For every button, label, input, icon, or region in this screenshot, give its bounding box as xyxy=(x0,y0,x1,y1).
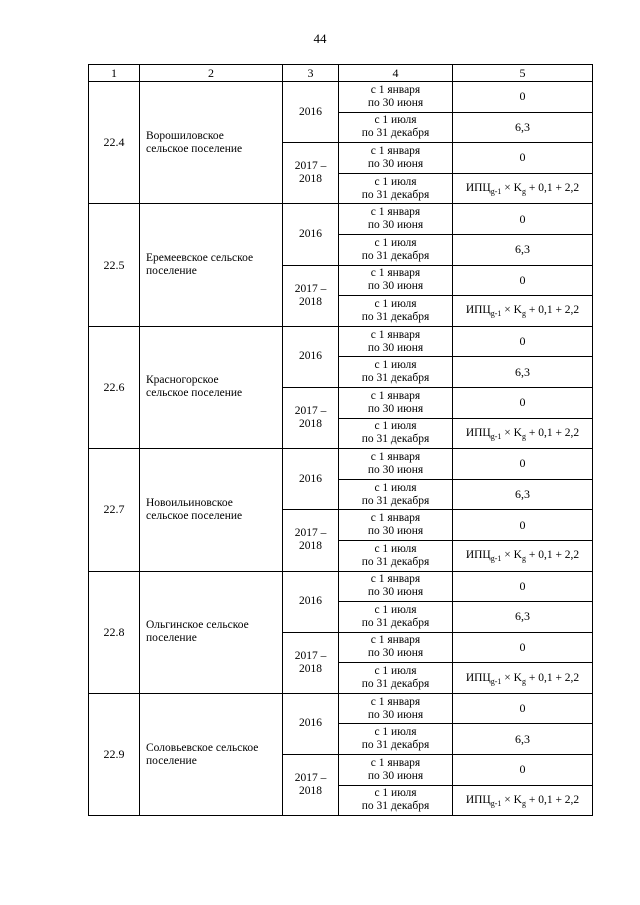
value-cell: 0 xyxy=(453,387,593,418)
period-cell xyxy=(339,540,453,571)
value-cell: 6,3 xyxy=(453,234,593,265)
formula-mid: × K xyxy=(501,671,522,684)
settlement-name-line: поселение xyxy=(146,754,197,767)
period-line: с 1 июля xyxy=(374,542,417,555)
formula-subscript: g xyxy=(521,554,526,564)
period-cell xyxy=(339,602,453,633)
formula-subscript: g xyxy=(521,309,526,319)
settlement-name-line: Красногорское xyxy=(146,374,219,387)
settlement-name xyxy=(140,693,283,815)
table-body xyxy=(89,82,593,816)
formula-subscript: g xyxy=(521,676,526,686)
period-line: по 30 июня xyxy=(367,708,424,721)
year-cell xyxy=(283,387,339,448)
column-header: 5 xyxy=(453,65,593,82)
settlement-name-line: сельское поселение xyxy=(146,509,243,522)
period-cell xyxy=(339,204,453,235)
period-line: с 1 января xyxy=(370,756,421,769)
period-cell xyxy=(339,418,453,449)
period-line: по 31 декабря xyxy=(361,494,430,507)
period-cell xyxy=(339,571,453,602)
settlement-name-line: Новоильиновское xyxy=(146,496,233,509)
table-row xyxy=(89,571,593,602)
year-cell: 2016 xyxy=(283,326,339,387)
year-cell xyxy=(283,265,339,326)
year-line: 2017 – xyxy=(294,160,327,173)
settlement-name-line: поселение xyxy=(146,265,197,278)
value-cell: 6,3 xyxy=(453,112,593,143)
settlement-name xyxy=(140,449,283,571)
formula-mid: × K xyxy=(501,304,522,317)
table-row xyxy=(89,449,593,480)
period-cell xyxy=(339,296,453,327)
year-cell: 2016 xyxy=(283,204,339,265)
period-line: по 31 декабря xyxy=(361,616,430,629)
value-cell: 0 xyxy=(453,571,593,602)
period-cell xyxy=(339,785,453,816)
value-cell: 0 xyxy=(453,693,593,724)
formula-mid: × K xyxy=(501,549,522,562)
settlement-name xyxy=(140,204,283,326)
settlement-name-line: Ольгинское сельское xyxy=(146,619,249,632)
formula-prefix: ИПЦ xyxy=(465,793,491,806)
period-line: с 1 января xyxy=(370,267,421,280)
period-line: по 30 июня xyxy=(367,463,424,476)
period-line: с 1 июля xyxy=(374,359,417,372)
period-line: по 31 декабря xyxy=(361,433,430,446)
settlement-name xyxy=(140,571,283,693)
year-line: 2018 xyxy=(299,662,322,675)
column-header: 4 xyxy=(339,65,453,82)
year-cell xyxy=(283,755,339,816)
period-cell xyxy=(339,449,453,480)
period-line: с 1 января xyxy=(370,144,421,157)
period-line: с 1 июля xyxy=(374,297,417,310)
period-cell xyxy=(339,112,453,143)
formula-suffix: + 0,1 + 2,2 xyxy=(525,426,580,439)
period-line: с 1 июля xyxy=(374,665,417,678)
period-cell xyxy=(339,755,453,786)
period-line: по 31 декабря xyxy=(361,310,430,323)
period-line: с 1 января xyxy=(370,634,421,647)
year-line: 2017 – xyxy=(294,772,327,785)
formula-subscript: g-1 xyxy=(490,676,502,686)
formula-subscript: g-1 xyxy=(490,187,502,197)
formula-suffix: + 0,1 + 2,2 xyxy=(525,549,580,562)
value-cell: 0 xyxy=(453,510,593,541)
value-cell: 0 xyxy=(453,82,593,113)
period-cell xyxy=(339,479,453,510)
formula-cell xyxy=(453,540,593,571)
period-line: с 1 января xyxy=(370,206,421,219)
value-cell: 0 xyxy=(453,143,593,174)
period-line: по 30 июня xyxy=(367,341,424,354)
column-header: 2 xyxy=(140,65,283,82)
settlement-code: 22.6 xyxy=(89,326,140,448)
settlement-name-line: сельское поселение xyxy=(146,387,243,400)
value-cell: 6,3 xyxy=(453,357,593,388)
settlement-name-line: Соловьевское сельское xyxy=(146,741,259,754)
year-line: 2018 xyxy=(299,173,322,186)
table-header-row xyxy=(89,65,593,82)
period-line: с 1 января xyxy=(370,450,421,463)
period-line: с 1 января xyxy=(370,328,421,341)
period-line: с 1 июля xyxy=(374,420,417,433)
period-line: с 1 июля xyxy=(374,603,417,616)
period-cell xyxy=(339,693,453,724)
year-cell: 2016 xyxy=(283,82,339,143)
period-cell xyxy=(339,265,453,296)
period-line: с 1 июля xyxy=(374,175,417,188)
formula-cell xyxy=(453,663,593,694)
table-row xyxy=(89,204,593,235)
period-cell xyxy=(339,724,453,755)
period-line: по 31 декабря xyxy=(361,739,430,752)
period-cell xyxy=(339,632,453,663)
formula-prefix: ИПЦ xyxy=(465,304,491,317)
year-line: 2017 – xyxy=(294,649,327,662)
period-line: по 31 декабря xyxy=(361,678,430,691)
formula-prefix: ИПЦ xyxy=(465,182,491,195)
settlement-name-line: сельское поселение xyxy=(146,142,243,155)
formula-cell xyxy=(453,296,593,327)
year-cell: 2016 xyxy=(283,449,339,510)
year-cell xyxy=(283,143,339,204)
settlement-code: 22.7 xyxy=(89,449,140,571)
value-cell: 0 xyxy=(453,632,593,663)
period-line: по 30 июня xyxy=(367,402,424,415)
year-cell xyxy=(283,632,339,693)
formula-cell xyxy=(453,418,593,449)
period-line: по 31 декабря xyxy=(361,800,430,813)
value-cell: 6,3 xyxy=(453,479,593,510)
settlement-code: 22.5 xyxy=(89,204,140,326)
period-line: с 1 июля xyxy=(374,114,417,127)
period-line: с 1 июля xyxy=(374,481,417,494)
year-line: 2018 xyxy=(299,785,322,798)
formula-subscript: g xyxy=(521,798,526,808)
value-cell: 0 xyxy=(453,204,593,235)
period-line: по 31 декабря xyxy=(361,555,430,568)
formula-suffix: + 0,1 + 2,2 xyxy=(525,304,580,317)
value-cell: 0 xyxy=(453,449,593,480)
period-line: по 30 июня xyxy=(367,280,424,293)
period-cell xyxy=(339,326,453,357)
year-cell xyxy=(283,510,339,571)
formula-mid: × K xyxy=(501,793,522,806)
formula-cell xyxy=(453,173,593,204)
period-line: по 30 июня xyxy=(367,219,424,232)
formula-mid: × K xyxy=(501,182,522,195)
period-line: по 30 июня xyxy=(367,769,424,782)
period-line: с 1 июля xyxy=(374,787,417,800)
period-cell xyxy=(339,143,453,174)
page-number: 44 xyxy=(313,31,327,46)
value-cell: 0 xyxy=(453,755,593,786)
value-cell: 6,3 xyxy=(453,602,593,633)
formula-mid: × K xyxy=(501,426,522,439)
tariff-table xyxy=(88,64,593,816)
period-line: по 31 декабря xyxy=(361,127,430,140)
formula-cell xyxy=(453,785,593,816)
year-line: 2017 – xyxy=(294,282,327,295)
period-line: по 30 июня xyxy=(367,157,424,170)
formula-subscript: g xyxy=(521,431,526,441)
formula-suffix: + 0,1 + 2,2 xyxy=(525,671,580,684)
period-line: с 1 января xyxy=(370,573,421,586)
settlement-name-line: Еремеевское сельское xyxy=(146,252,254,265)
settlement-name xyxy=(140,82,283,204)
formula-subscript: g-1 xyxy=(490,309,502,319)
table-row xyxy=(89,693,593,724)
formula-suffix: + 0,1 + 2,2 xyxy=(525,793,580,806)
settlement-code: 22.4 xyxy=(89,82,140,204)
period-line: по 31 декабря xyxy=(361,249,430,262)
period-cell xyxy=(339,510,453,541)
period-line: с 1 июля xyxy=(374,236,417,249)
year-line: 2018 xyxy=(299,540,322,553)
period-cell xyxy=(339,387,453,418)
period-line: с 1 января xyxy=(370,695,421,708)
value-cell: 0 xyxy=(453,265,593,296)
period-line: по 30 июня xyxy=(367,525,424,538)
formula-suffix: + 0,1 + 2,2 xyxy=(525,182,580,195)
year-cell: 2016 xyxy=(283,693,339,754)
settlement-code: 22.9 xyxy=(89,693,140,815)
value-cell: 6,3 xyxy=(453,724,593,755)
period-line: по 31 декабря xyxy=(361,372,430,385)
year-line: 2018 xyxy=(299,295,322,308)
period-line: с 1 января xyxy=(370,83,421,96)
period-line: по 31 декабря xyxy=(361,188,430,201)
period-cell xyxy=(339,663,453,694)
year-cell: 2016 xyxy=(283,571,339,632)
column-header: 3 xyxy=(283,65,339,82)
period-line: по 30 июня xyxy=(367,586,424,599)
formula-prefix: ИПЦ xyxy=(465,671,491,684)
year-line: 2017 – xyxy=(294,405,327,418)
settlement-name xyxy=(140,326,283,448)
formula-subscript: g-1 xyxy=(490,431,502,441)
value-cell: 0 xyxy=(453,326,593,357)
period-line: по 30 июня xyxy=(367,647,424,660)
year-line: 2017 – xyxy=(294,527,327,540)
formula-subscript: g-1 xyxy=(490,554,502,564)
period-cell xyxy=(339,82,453,113)
period-line: с 1 июля xyxy=(374,726,417,739)
settlement-name-line: поселение xyxy=(146,632,197,645)
period-line: по 30 июня xyxy=(367,96,424,109)
formula-prefix: ИПЦ xyxy=(465,549,491,562)
period-line: с 1 января xyxy=(370,512,421,525)
settlement-code: 22.8 xyxy=(89,571,140,693)
period-cell xyxy=(339,173,453,204)
table-row xyxy=(89,82,593,113)
period-cell xyxy=(339,357,453,388)
formula-subscript: g xyxy=(521,187,526,197)
formula-prefix: ИПЦ xyxy=(465,426,491,439)
table-row xyxy=(89,326,593,357)
period-cell xyxy=(339,234,453,265)
period-line: с 1 января xyxy=(370,389,421,402)
settlement-name-line: Ворошиловское xyxy=(146,129,224,142)
formula-subscript: g-1 xyxy=(490,798,502,808)
column-header: 1 xyxy=(89,65,140,82)
year-line: 2018 xyxy=(299,418,322,431)
